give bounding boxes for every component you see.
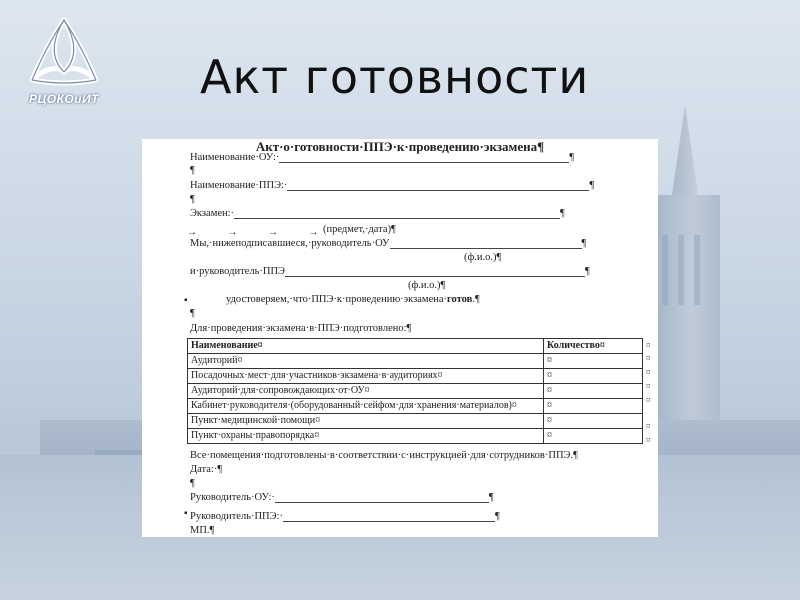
row-end-mark: ¤ [646, 395, 651, 405]
exam-note: (предмет,·дата)¶ [323, 224, 396, 235]
pilcrow: ¶ [495, 511, 500, 522]
row-name: Пункт·охраны·правопорядка¤ [188, 429, 544, 444]
row-end-mark: ¤ [646, 421, 651, 431]
empty-paragraph: ¶ [190, 478, 195, 489]
bullet-mark: ▪ [184, 295, 188, 306]
row-end-mark: ¤ [646, 353, 651, 363]
logo-text: РЦОКОиИТ [29, 92, 99, 106]
table-row [188, 354, 643, 369]
stamp-label: МП.¶ [190, 525, 215, 536]
row-quantity: ¤ [544, 429, 643, 444]
row-quantity: ¤ [544, 354, 643, 369]
all-rooms-line: Все·помещения·подготовлены·в·соответствии·с·инструкцией·для·сотрудников·ППЭ.¶ [190, 450, 578, 461]
document-title: Акт·о·готовности·ППЭ·к·проведению·экзамена¶ [255, 139, 545, 154]
row-end-mark: ¤ [646, 367, 651, 377]
header-quantity: Количество¤ [544, 339, 643, 354]
background-tower [650, 195, 720, 430]
prepared-table [187, 338, 643, 444]
table-row [188, 384, 643, 399]
row-name: Аудиторий¤ [188, 354, 544, 369]
certify-bold: готов [447, 294, 473, 305]
table-row [188, 429, 643, 444]
bullet-mark: ▪ [184, 508, 188, 519]
row-quantity: ¤ [544, 369, 643, 384]
exam-line [190, 208, 565, 219]
fio-note-1: (ф.и.о.)¶ [464, 252, 502, 263]
row-name: Пункт·медицинской·помощи¤ [188, 414, 544, 429]
empty-paragraph: ¶ [190, 194, 195, 205]
slide-title: Акт готовности [200, 50, 590, 104]
head-ppe-sign-blank [283, 511, 495, 522]
table-header-row [188, 339, 643, 354]
exam-blank [234, 208, 560, 219]
empty-paragraph: ¶ [190, 308, 195, 319]
head-ppe-sign-line [190, 511, 500, 522]
ppe-name-label: Наименование·ППЭ:· [190, 180, 288, 191]
empty-paragraph: ¶ [190, 165, 195, 176]
certify-text: удостоверяем,·что·ППЭ·к·проведению·экзамена· [226, 294, 448, 305]
ou-name-blank [279, 152, 569, 163]
row-quantity: ¤ [544, 384, 643, 399]
table-row [188, 369, 643, 384]
certify-end: .¶ [472, 294, 480, 305]
head-ppe-label: и·руководитель·ППЭ [190, 266, 285, 277]
pilcrow: ¶ [589, 180, 595, 191]
table-row [188, 414, 643, 429]
pilcrow: ¶ [581, 238, 587, 249]
ou-name-label: Наименование·ОУ:· [190, 152, 280, 163]
pilcrow: ¶ [584, 266, 590, 277]
ppe-name-line [190, 180, 594, 191]
document-image [142, 139, 658, 537]
header-name: Наименование¤ [188, 339, 544, 354]
row-end-mark: ¤ [646, 435, 651, 445]
head-ou-sign-blank [275, 492, 489, 503]
triquetra-logo-icon [18, 14, 110, 94]
row-quantity: ¤ [544, 414, 643, 429]
fio-note-2: (ф.и.о.)¶ [408, 280, 446, 291]
pilcrow: ¶ [569, 152, 575, 163]
row-end-mark: ¤ [646, 381, 651, 391]
table-row [188, 399, 643, 414]
head-ou-blank [390, 238, 582, 249]
head-ou-sign-line [190, 492, 494, 503]
head-ppe-blank [285, 266, 585, 277]
prepared-label: Для·проведения·экзамена·в·ППЭ·подготовлено:¶ [190, 323, 412, 334]
signers-label: Мы,·нижеподписавшиеся,·руководитель·ОУ [190, 238, 390, 249]
row-name: Аудиторий·для·сопровождающих·от·ОУ¤ [188, 384, 544, 399]
row-name: Посадочных·мест·для·участников·экзамена·в·аудиториях¤ [188, 369, 544, 384]
ppe-name-blank [287, 180, 589, 191]
date-line: Дата:·¶ [190, 464, 223, 475]
head-ou-sign-label: Руководитель·ОУ:· [190, 492, 275, 503]
row-quantity: ¤ [544, 399, 643, 414]
head-ppe-line [190, 266, 590, 277]
row-name: Кабинет·руководителя·(оборудованный·сейфом·для·хранения·материалов)¤ [188, 399, 544, 414]
certify-line [226, 294, 480, 305]
logo [18, 14, 110, 110]
head-ppe-sign-label: Руководитель·ППЭ:· [190, 511, 283, 522]
pilcrow: ¶ [560, 208, 565, 219]
row-end-mark: ¤ [646, 340, 651, 350]
signers-line [190, 238, 586, 249]
exam-label: Экзамен:· [190, 208, 235, 219]
ou-name-line [190, 152, 574, 163]
pilcrow: ¶ [488, 492, 494, 503]
tab-arrows: → → → → [187, 227, 333, 238]
